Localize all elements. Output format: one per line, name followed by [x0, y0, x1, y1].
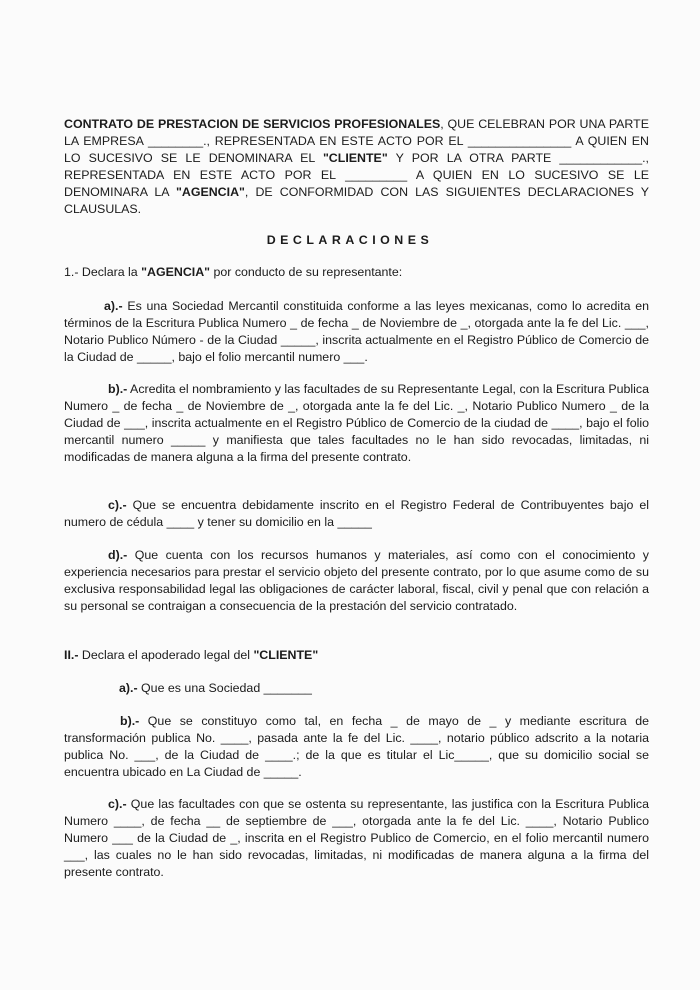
section-2-heading: II.- Declara el apoderado legal del "CLIENTE" [64, 648, 319, 662]
item-text: Es una Sociedad Mercantil constituida conforme a las leyes mexicanas, como lo acredita en términos de la Escritura Publica Numero _ de fecha _ de Noviembre de _, otorgada ante la fe del Lic. ___, Notario Publico Número - de la Ciudad _____, inscrita actualmente en el Registro Público de Comercio de la Ciudad de _____, bajo el folio mercantil numero ___. [64, 299, 649, 364]
contract-intro [64, 116, 649, 218]
cliente-term: "CLIENTE" [253, 648, 319, 662]
item-label: b).- [108, 382, 128, 396]
declaration-1d [64, 547, 649, 615]
item-label: c).- [108, 498, 127, 512]
item-text: Que las facultades con que se ostenta su representante, las justifica con la Escritura Publica Numero ____, de fecha __ de septiembre de ___, otorgada ante la fe del Lic. ____, Notario Publico Numero ___ de la Ciudad de _, inscrita en el Registro Publico de Comercio, en el folio mercantil numero ___, las cuales no le han sido revocadas, limitadas, ni modificadas de manera alguna a la firma del presente contrato. [64, 797, 649, 879]
contract-title: CONTRATO DE PRESTACION DE SERVICIOS PROFESIONALES [64, 117, 441, 131]
item-label: a).- [119, 681, 138, 695]
declaration-1c [64, 497, 649, 531]
section-1-heading: 1.- Declara la "AGENCIA" por conducto de su representante: [64, 265, 403, 279]
item-label: c).- [108, 797, 127, 811]
item-text: Que se encuentra debidamente inscrito en el Registro Federal de Contribuyentes bajo el numero de cédula ____ y tener su domicilio en la _____ [64, 498, 649, 529]
item-label: d).- [108, 548, 128, 562]
intro-text-2: Y POR LA OTRA PARTE ____________., REPRESENTADA EN ESTE ACTO POR EL _________ A QUIEN EN LO SUCESIVO SE LE DENOMINARA LA [64, 151, 649, 199]
declaration-2c [64, 796, 649, 881]
item-label: b).- [120, 714, 140, 728]
cliente-term: "CLIENTE" [322, 151, 388, 165]
intro-text-1: , QUE CELEBRAN POR UNA PARTE LA EMPRESA ________., REPRESENTADA EN ESTE ACTO POR EL _______________ A QUIEN EN LO SUCESIVO SE LE DENOMINARA EL [64, 117, 649, 165]
agencia-term: "AGENCIA" [141, 265, 211, 279]
item-label: a).- [104, 299, 123, 313]
item-text: Que cuenta con los recursos humanos y materiales, así como con el conocimiento y experiencia necesarios para prestar el servicio objeto del presente contrato, por lo que asume como de su exclusiva responsabilidad legal las obligaciones de carácter laboral, fiscal, civil y penal que con relación a su personal se contraigan a consecuencia de la prestación del servicio contratado. [64, 548, 649, 613]
intro-text-3: , DE CONFORMIDAD CON LAS SIGUIENTES DECLARACIONES Y CLAUSULAS. [64, 185, 649, 216]
item-text: Acredita el nombramiento y las facultades de su Representante Legal, con la Escritura Publica Numero _ de fecha _ de Noviembre de _, otorgada ante la fe del Lic. _, Notario Publico Numero _ de la Ciudad de ___, inscrita actualmente en el Registro Público de Comercio de la ciudad de ____, bajo el folio mercantil numero _____ y manifiesta que tales facultades no le han sido revocadas, limitadas, ni modificadas de manera alguna a la firma del presente contrato. [64, 382, 649, 464]
declaration-2b [64, 713, 649, 781]
agencia-term: "AGENCIA" [176, 185, 245, 199]
declaration-1a [64, 298, 649, 366]
declaraciones-heading: DECLARACIONES [266, 233, 434, 247]
item-text: Que se constituyo como tal, en fecha _ de mayo de _ y mediante escritura de transformación publica No. ____, pasada ante la fe del Lic. ____, notario público adscrito a la notaria publica No. ___, de la Ciudad de ____.; de la que es titular el Lic_____, que su domicilio social se encuentra ubicado en La Ciudad de _____. [64, 714, 649, 779]
item-text: Que es una Sociedad _______ [137, 681, 312, 695]
declaration-2a [64, 680, 649, 697]
declaration-1b [64, 381, 649, 466]
section-2-label: II.- [64, 648, 79, 662]
